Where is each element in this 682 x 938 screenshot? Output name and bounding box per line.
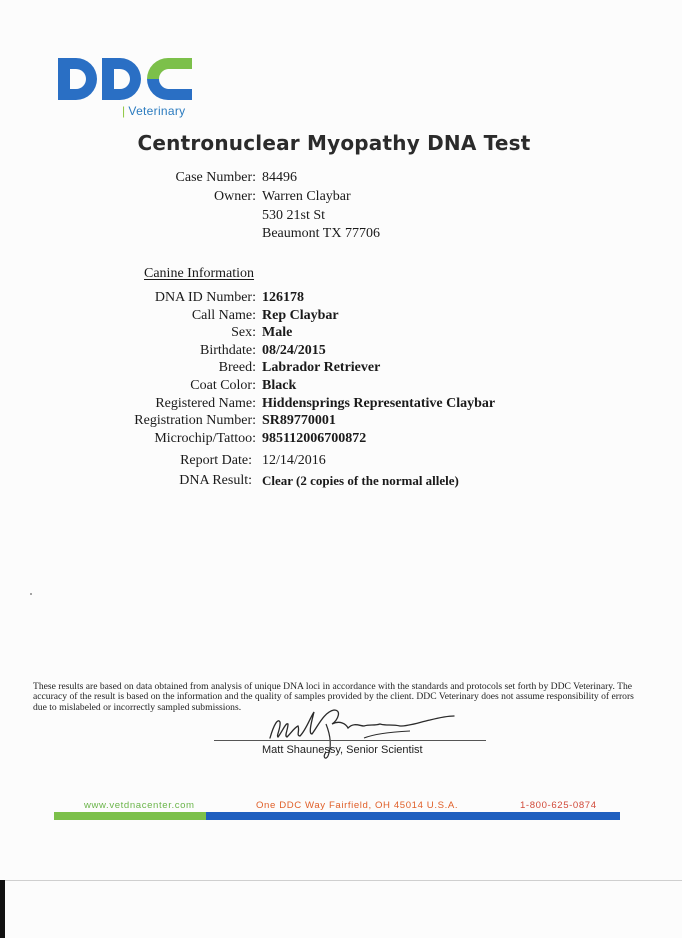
case-number-row [0, 170, 682, 188]
page-title: Centronuclear Myopathy DNA Test [137, 131, 531, 155]
canine-field-value: Rep Claybar [262, 307, 339, 323]
canine-field-row [0, 431, 682, 449]
scan-edge-shadow [0, 880, 5, 938]
dna-result-value: Clear (2 copies of the normal allele) [262, 473, 459, 488]
canine-field-value: 08/24/2015 [262, 342, 326, 358]
canine-field-row [0, 378, 682, 396]
canine-field-label: Sex: [231, 325, 256, 341]
canine-field-label: Registration Number: [134, 413, 256, 429]
owner-label: Owner: [214, 189, 256, 204]
canine-field-row [0, 343, 682, 361]
canine-section-title: Canine Information [144, 266, 255, 281]
report-date-label: Report Date: [180, 453, 252, 468]
canine-field-value: Labrador Retriever [262, 360, 381, 376]
scan-speck [30, 593, 32, 595]
owner-address-line2: Beaumont TX 77706 [262, 226, 380, 241]
canine-field-row [0, 396, 682, 414]
signature-block [214, 704, 486, 764]
canine-field-row [0, 360, 682, 378]
dna-result-row [0, 473, 682, 491]
case-number-label: Case Number: [175, 170, 256, 185]
signature-line [214, 740, 486, 741]
canine-field-row [0, 325, 682, 343]
owner-address-line1: 530 21st St [262, 208, 326, 223]
footer-phone: 1-800-625-0874 [520, 800, 597, 811]
footer-address: One DDC Way Fairfield, OH 45014 U.S.A. [256, 800, 459, 811]
canine-field-value: Hiddensprings Representative Claybar [262, 395, 496, 411]
canine-field-label: DNA ID Number: [154, 290, 256, 305]
signature-name: Matt Shaunessy, Senior Scientist [262, 744, 423, 756]
report-date-row [0, 453, 682, 471]
canine-field-value: 985112006700872 [262, 430, 367, 446]
canine-field-label: Microchip/Tattoo: [154, 430, 256, 446]
canine-field-value: Black [262, 378, 297, 393]
canine-field-label: Call Name: [191, 307, 256, 323]
scan-edge-line [5, 880, 682, 881]
dna-result-label: DNA Result: [179, 473, 252, 488]
footer-bar-green [54, 812, 206, 820]
canine-field-value: SR89770001 [262, 413, 336, 429]
canine-field-label: Registered Name: [155, 395, 256, 411]
canine-field-value: 126178 [262, 290, 304, 305]
canine-field-label: Coat Color: [190, 378, 256, 393]
canine-field-label: Birthdate: [200, 342, 256, 358]
footer-website: www.vetdnacenter.com [84, 800, 195, 811]
disclaimer-text: These results are based on data obtained from analysis of unique DNA loci in accordance with the standards and protocols set forth by DDC Veterinary. The accuracy of the result is based on the information and the quality of samples provided by the client. DDC Veterinary does not assume responsibility of errors due to mislabeled or incorrectly sampled submissions. [33, 681, 634, 713]
report-date-value: 12/14/2016 [262, 453, 326, 468]
logo-subtitle: | Veterinary [122, 104, 186, 118]
canine-field-row [0, 413, 682, 431]
footer-bar-blue [206, 812, 620, 820]
case-number-value: 84496 [262, 170, 297, 185]
owner-name: Warren Claybar [262, 189, 351, 204]
owner-row [0, 189, 682, 207]
canine-field-label: Breed: [218, 360, 256, 376]
canine-field-row [0, 308, 682, 326]
canine-field-row [0, 290, 682, 308]
canine-field-value: Male [262, 325, 293, 341]
